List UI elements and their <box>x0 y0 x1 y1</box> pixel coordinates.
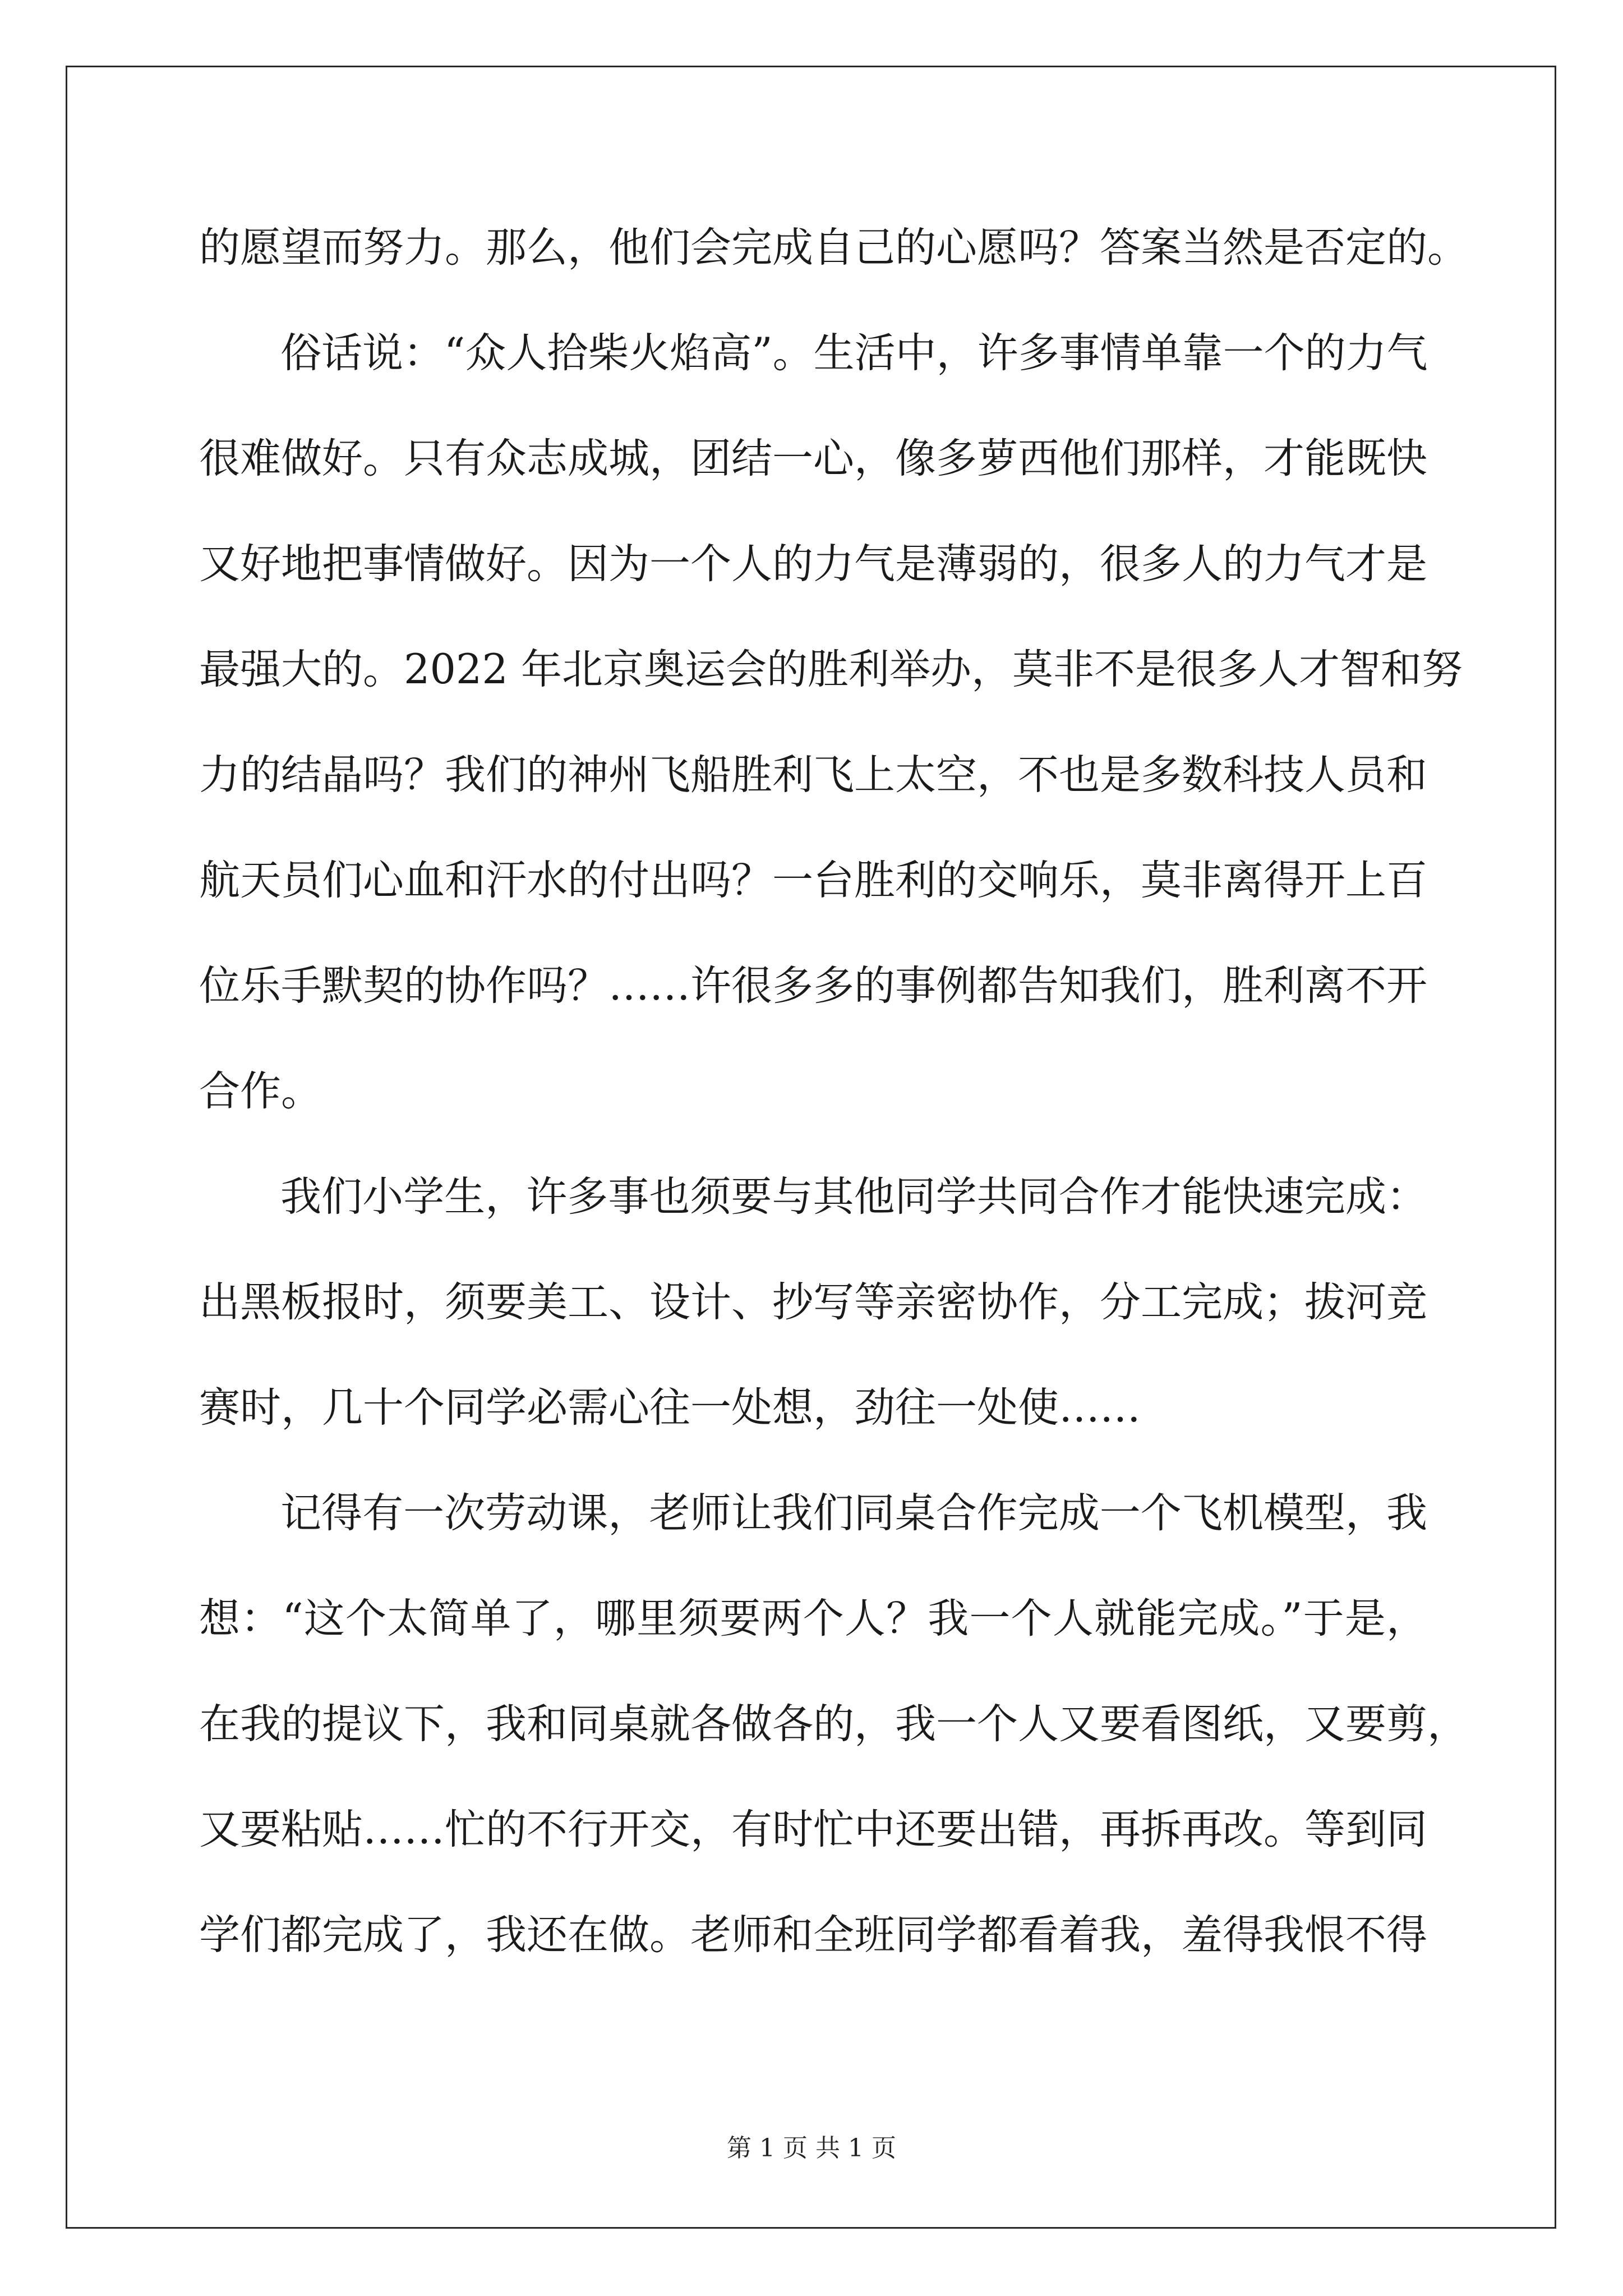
text-line-16: 又要粘贴……忙的不行开交，有时忙中还要出错，再拆再改。等到同 <box>199 1806 1427 1853</box>
page-footer: 第 1 页 共 1 页 <box>727 2134 896 2162</box>
text-line-10: 我们小学生，许多事也须要与其他同学共同合作才能快速完成： <box>280 1173 1427 1221</box>
page-border <box>66 66 1556 2229</box>
text-line-11: 出黑板报时，须要美工、设计、抄写等亲密协作，分工完成；拔河竞 <box>199 1278 1427 1326</box>
text-line-14: 想：“这个太简单了，哪里须要两个人？我一个人就能完成。”于是， <box>199 1595 1427 1642</box>
text-line-8: 位乐手默契的协作吗？……许很多多的事例都告知我们，胜利离不开 <box>199 962 1427 1010</box>
text-line-3: 很难做好。只有众志成城，团结一心，像多萝西他们那样，才能既快 <box>199 435 1427 482</box>
text-line-1: 的愿望而努力。那么，他们会完成自己的心愿吗？答案当然是否定的。 <box>199 224 1468 272</box>
text-line-13: 记得有一次劳动课，老师让我们同桌合作完成一个飞机模型，我 <box>280 1489 1427 1537</box>
text-line-4: 又好地把事情做好。因为一个人的力气是薄弱的，很多人的力气才是 <box>199 540 1427 588</box>
text-line-17: 学们都完成了，我还在做。老师和全班同学都看着我，羞得我恨不得 <box>199 1911 1427 1959</box>
text-line-6: 力的结晶吗？我们的神州飞船胜利飞上太空，不也是多数科技人员和 <box>199 751 1427 799</box>
text-line-2: 俗话说：“众人拾柴火焰高”。生活中，许多事情单靠一个的力气 <box>280 329 1428 377</box>
text-line-7: 航天员们心血和汗水的付出吗？一台胜利的交响乐，莫非离得开上百 <box>199 857 1427 904</box>
text-line-15: 在我的提议下，我和同桌就各做各的，我一个人又要看图纸，又要剪， <box>199 1700 1468 1748</box>
text-line-12: 赛时，几十个同学必需心往一处想，劲往一处使…… <box>199 1384 1141 1432</box>
text-line-5: 最强大的。2022 年北京奥运会的胜利举办，莫非不是很多人才智和努 <box>199 646 1463 693</box>
text-line-9: 合作。 <box>199 1068 322 1115</box>
